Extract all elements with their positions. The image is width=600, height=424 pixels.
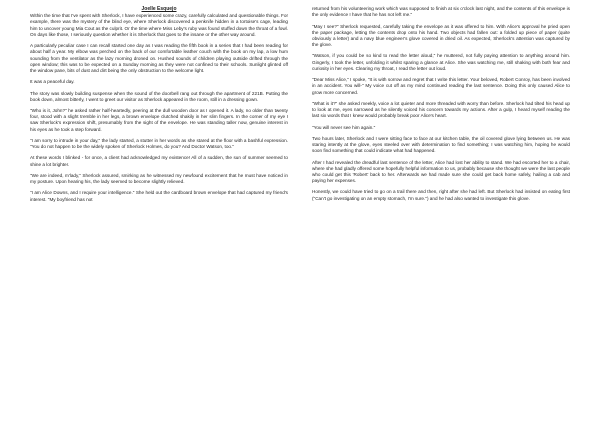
left-column bbox=[30, 6, 288, 424]
paragraph: After I had revealed the dreadful last sentence of the letter, Alice had lost her ability to stand. We had escorted her to a chair, where she had gladly offered some hopefully helpful information to us, probably because she thought we were the last people who could get this 'Robert' back to her. Afterwards we had made sure she could get back home safely, hailing a cab and paying her expenses. bbox=[312, 159, 570, 184]
paragraph: It was a peaceful day. bbox=[30, 79, 75, 85]
paragraph: "What is it?" she asked meekly, voice a lot quieter and more threaded with worry than before. Sherlock had tilted his head up to look at me, eyes narrowed as he silently voiced his concern towards my actions. After a gulp, I heard myself reading the last six words that I knew would probably break poor Alice's heart. bbox=[312, 100, 570, 119]
paragraph: "May I see?" Sherlock requested, carefully taking the envelope as it was offered to him. With Alice's approval he pried open the paper package, letting the contents drop onto his hand. Two objects had fallen out: a folded up piece of paper (quite obviously a letter) and a navy blue engineer's glove covered in dried oil. As expected, Sherlock's attention was captured by the glove. bbox=[312, 23, 570, 48]
paragraph: A particularly peculiar case I can recall started one day as I was reading the fifth book in a series that I had been reading for about half a year. My elbow was perched on the back of our comfortable leather couch with the book on my lap, a low hum sounding from the ventilator as the lazy morning droned on. Hushed sounds of children playing outside drifted through the open window; this was to be expected on a Sunday morning as they were not confined to their schools. Sunlight glinted off the window pane, bits of dust and dirt being the only obstruction to the welcome light. bbox=[30, 43, 288, 73]
right-column bbox=[312, 6, 570, 424]
paragraph: Two hours later, Sherlock and I were sitting face to face at our kitchen table, the oil covered glove lying between us. He was staring intently at the glove, eyes steeled over with determination to find something; I was watching him, hoping he would soon find something that could indicate what had happened. bbox=[312, 135, 570, 154]
paragraph: "I am Alice Downs, and I require your intelligence." She held out the cardboard brown envelope that had captured my friend's interest. "My boyfriend has not bbox=[30, 190, 288, 202]
author-title: Joelle Esquejo bbox=[141, 6, 177, 12]
paragraph: Honestly, we could have tried to go on a trail there and then, right after she had left. But Sherlock had insisted on eating first ("Can't go investigating on an empty stomach, I'm sure.") and he had also wanted to investigate this glove. bbox=[312, 189, 570, 201]
paragraph: Within the time that I've spent with Sherlock, I have experienced some crazy, carefully calculated and questionable things. For example, there was the mystery of the blind eye, where Sherlock discovered a penknife hidden in a tortoise's cage, leading him to uncover young Mia Cout as the culprit. Or the time where Miss Leby's ruby was found stuffed down the throat of a fowl. On days like those, I seriously question whether it is Sherlock that goes to the insane or the other way around. bbox=[30, 13, 288, 37]
paragraph: "I am sorry to intrude in your day," the lady started, a stutter in her words as she stared at the floor with a bashful expression. "You do not happen to be the widely spoken of Sherlock Holmes, do you? And Doctor Watson, too." bbox=[30, 137, 288, 150]
paragraph: "Dear Miss Alice," I spoke, "It is with sorrow and regret that I write this letter. Your beloved, Robert Conroy, has been involved in an accident. You will-" My voice cut off as my mind continued reading the last sentence. Doing this only caused Alice to grow more concerned. bbox=[312, 77, 570, 95]
paragraph: "Who is it, John?" he asked rather half-heartedly, peering at the dull wooden door as I opened it. A lady, no older than twenty four, stood with a slight tremble in her legs, a brown envelope clutched shakily in her slim fingers. In the corner of my eye I saw Sherlock's expression shift, presumably from the sight of the envelope. He was standing taller now, genuine interest in his eyes as he took a step forward. bbox=[30, 108, 288, 132]
paragraph: "You will never see him again." bbox=[312, 124, 376, 130]
paragraph: The story was slowly building suspense when the sound of the doorbell rang out through the apartment of 221B. Putting the book down, almost bitterly, I went to greet our visitor as Sherlock appeared in the room, still in a dressing gown. bbox=[30, 90, 288, 102]
paragraph: "We are indeed, m'lady," Sherlock assured, smirking as he witnessed my newfound excitement that he must have noticed in my posture. Upon hearing his, the lady seemed to become slightly relieved. bbox=[30, 172, 288, 185]
paragraph: "Watson, if you could be so kind to read the letter aloud," he muttered, not fully paying attention to anything around him. Gingerly, I took the letter, unfolding it whilst sparing a glance at Alice. She was watching me, still shaking with both fear and curiosity in her eyes. Clearing my throat, I read the letter out loud. bbox=[312, 53, 570, 71]
paragraph: returned from his volunteering work which was supposed to finish at six o'clock last night, and the contents of this envelope is the only evidence I have that he has not left me." bbox=[312, 6, 570, 18]
paragraph: At these words I blinked - for once, a client had acknowledged my existence! All of a sudden, the sun of summer seemed to shine a lot brighter. bbox=[30, 155, 288, 167]
